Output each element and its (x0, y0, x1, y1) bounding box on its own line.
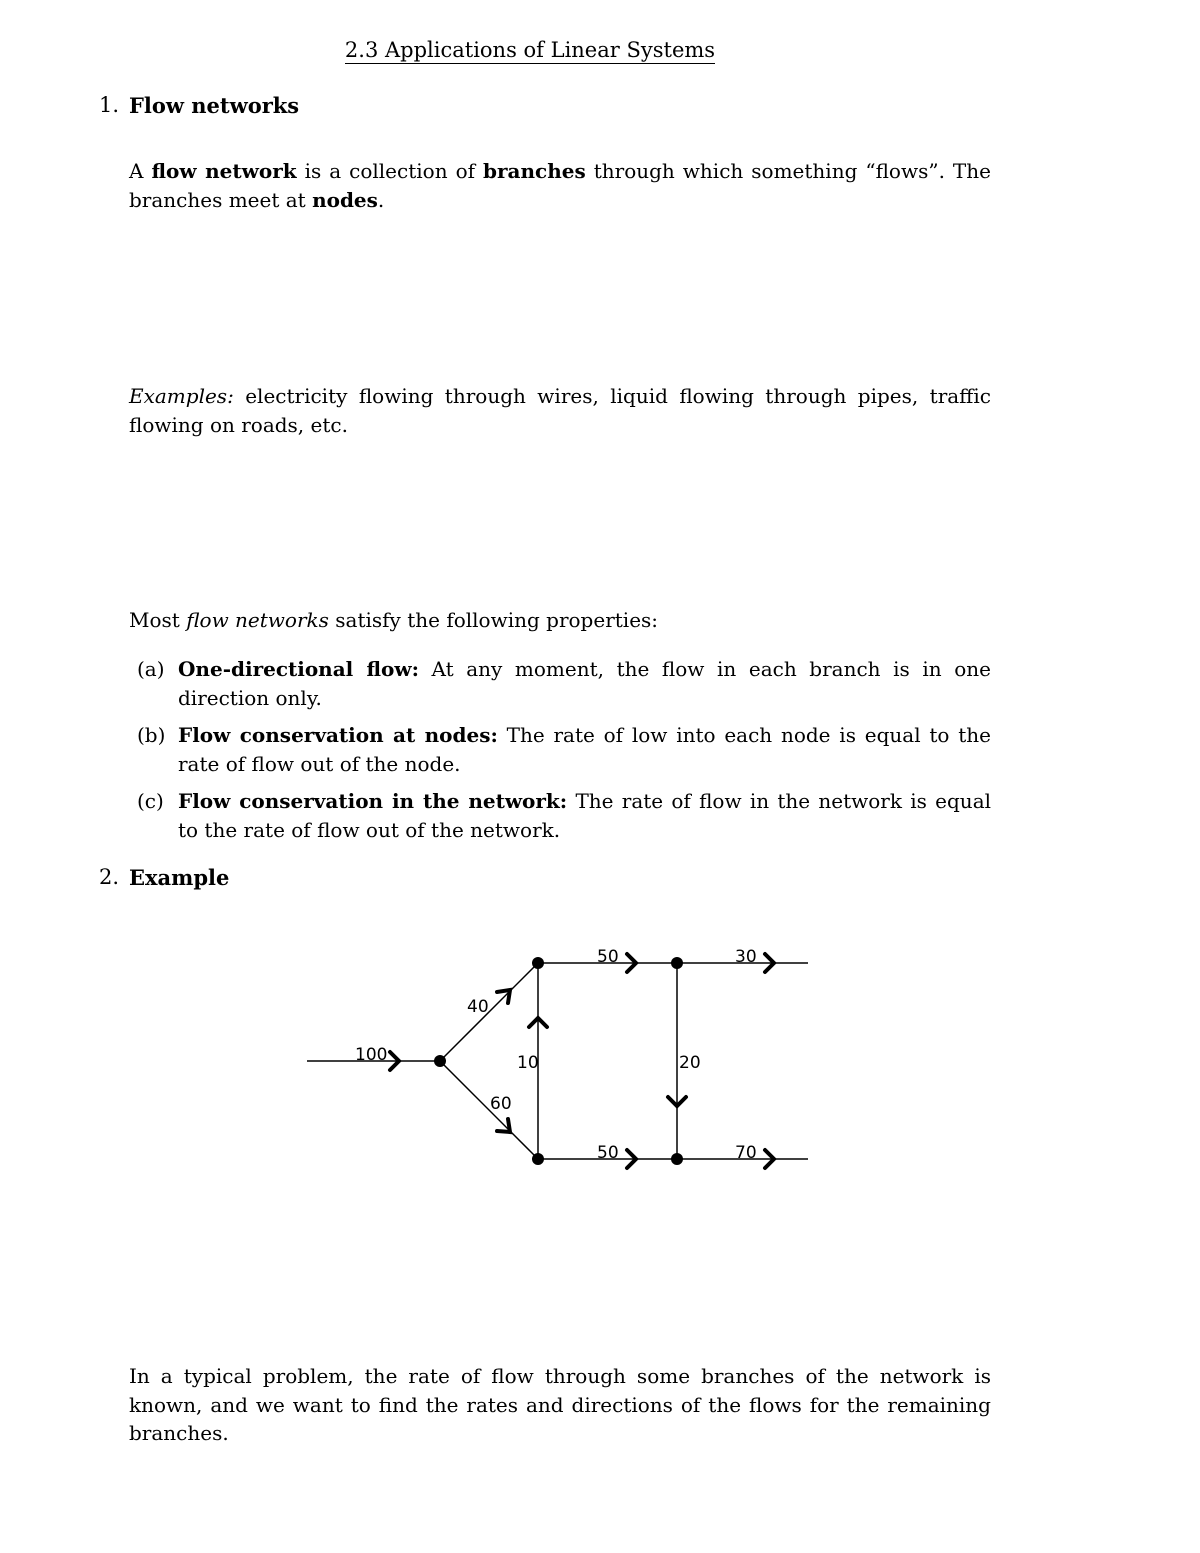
section-1-heading: Flow networks (129, 93, 300, 118)
node-bottom-left (532, 1153, 544, 1165)
intro-text-2: is a collection of (296, 159, 483, 183)
label-top-middle: 50 (597, 947, 619, 967)
node-bottom-right (671, 1153, 683, 1165)
term-flow-network: flow network (151, 159, 297, 183)
label-bottom-middle: 50 (597, 1143, 619, 1163)
property-text: The rate of flow in the network is equal to the rate of flow out of the network. (178, 789, 992, 842)
property-title: Flow conservation in the network: (178, 789, 568, 813)
label-bottom-out: 70 (735, 1143, 757, 1163)
section-1-number: 1. (99, 93, 120, 117)
node-top-left (532, 957, 544, 969)
closing-paragraph: In a typical problem, the rate of flow through some branches of the network is known, and we want to find the rates and directions of the flows for the remaining branches. (129, 1364, 991, 1445)
node-left (434, 1055, 446, 1067)
term-branches: branches (483, 159, 586, 183)
property-label: (b) (137, 723, 166, 747)
node-top-right (671, 957, 683, 969)
term-nodes: nodes (312, 187, 378, 212)
branch-lower-left (440, 1061, 538, 1159)
property-text: At any moment, the flow in each branch is in one direction only. (178, 657, 991, 710)
section-2-number: 2. (99, 865, 120, 889)
property-label: (c) (137, 789, 164, 813)
property-title: Flow conservation at nodes: (178, 723, 498, 747)
property-text: The rate of low into each node is equal to the rate of flow out of the node. (178, 723, 991, 776)
section-2-heading: Example (129, 865, 230, 890)
property-title: One-directional flow: (178, 657, 419, 681)
properties-intro-emphasis: flow networks (186, 608, 329, 632)
page-title-text: 2.3 Applications of Linear Systems (344, 38, 716, 62)
properties-intro-text-2: satisfy the following properties: (328, 608, 659, 632)
label-top-out: 30 (735, 947, 757, 967)
intro-text-4: . (377, 187, 385, 212)
examples-text: electricity flowing through wires, liquid flowing through pipes, traffic flowing on roads, etc. (129, 384, 991, 437)
branch-upper-left (440, 963, 538, 1061)
intro-text-1: A (129, 159, 152, 183)
label-lower-left: 60 (490, 1094, 512, 1114)
examples-label: Examples: (129, 384, 234, 408)
label-upper-left: 40 (467, 997, 489, 1017)
label-vertical-right: 20 (679, 1053, 701, 1073)
intro-text-3: through which something “flows”. The branches meet at (129, 159, 991, 212)
label-in: 100 (355, 1045, 388, 1065)
label-vertical-left: 10 (517, 1053, 539, 1073)
property-label: (a) (137, 657, 165, 681)
properties-intro-text-1: Most (129, 608, 187, 632)
